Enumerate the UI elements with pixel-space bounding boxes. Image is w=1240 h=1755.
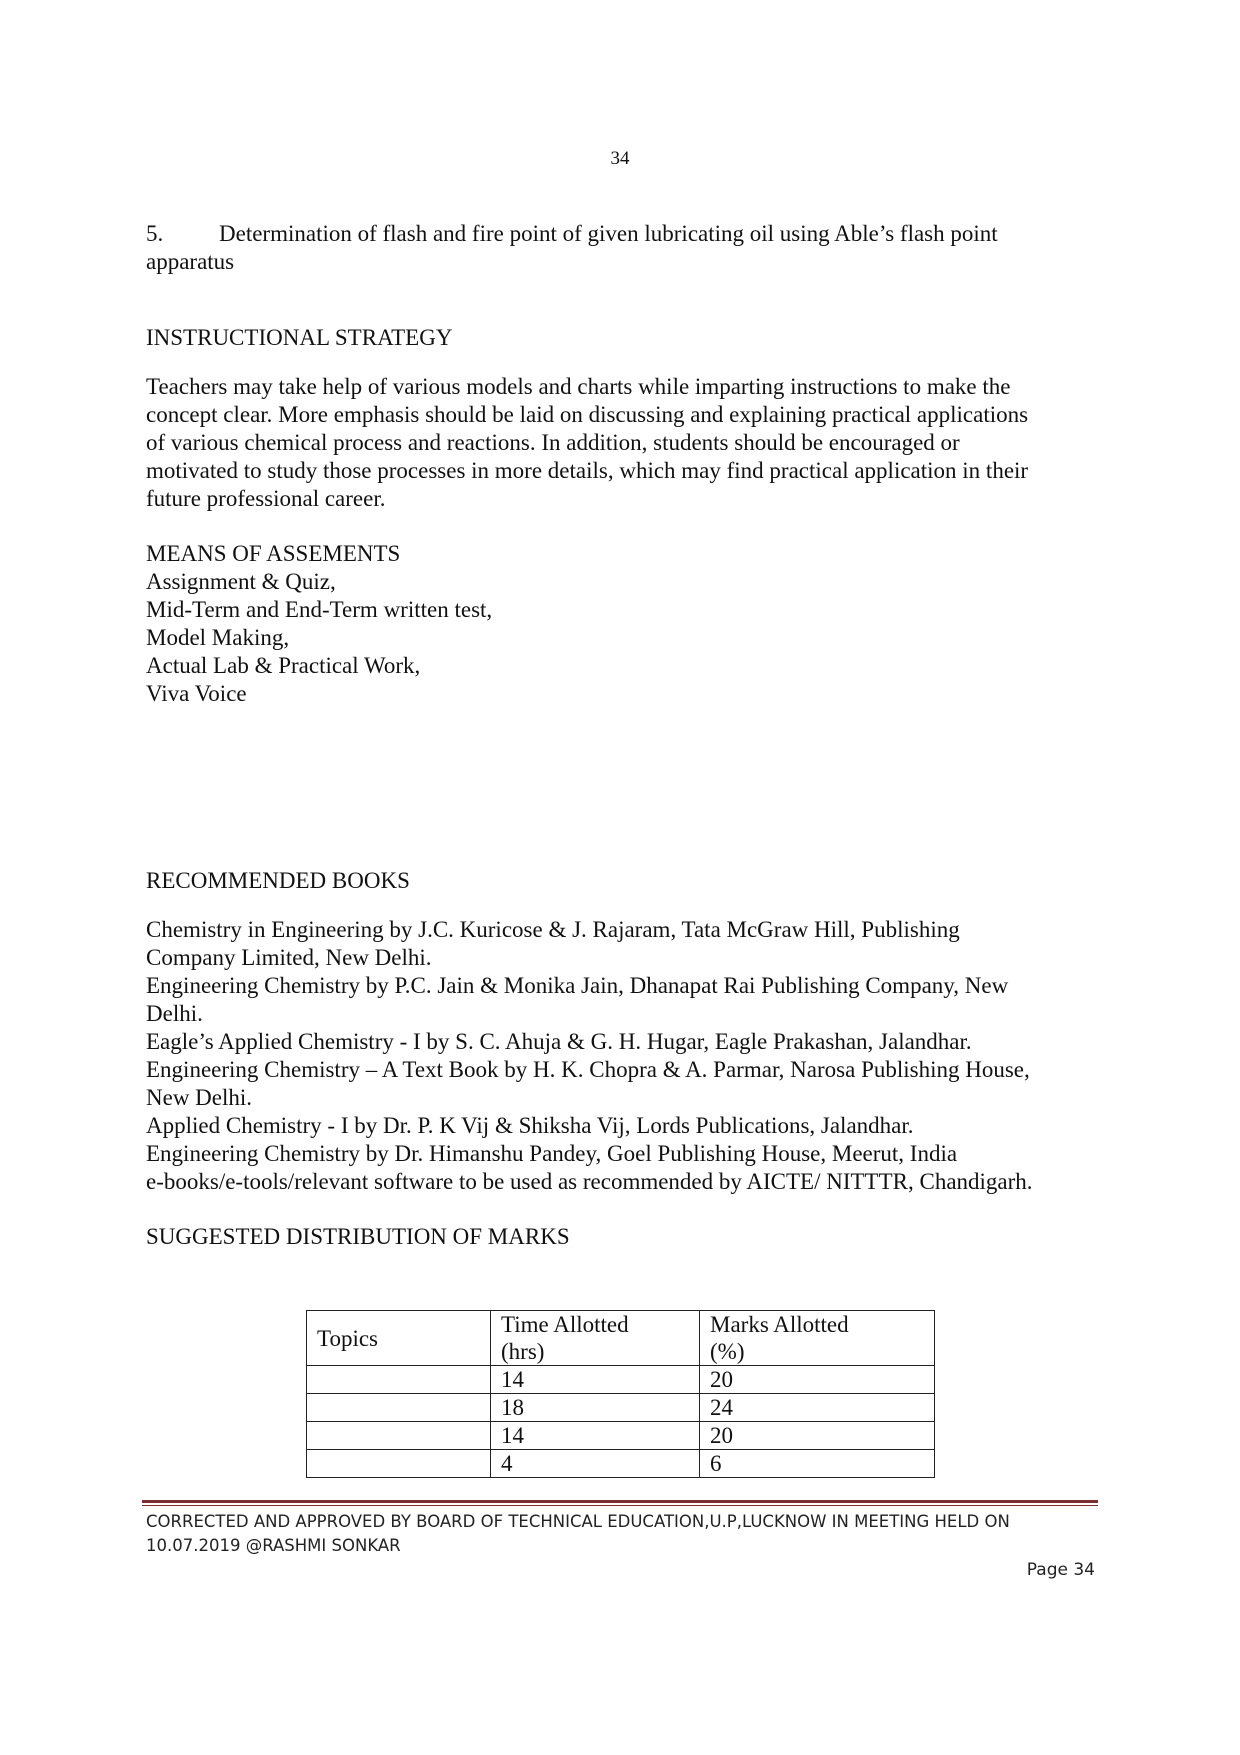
marks-cell: 20 (700, 1422, 935, 1450)
page-number-top: 34 (610, 148, 630, 169)
topic-cell (307, 1450, 491, 1478)
instructional-strategy-heading: INSTRUCTIONAL STRATEGY (146, 325, 453, 350)
books-list (146, 916, 1106, 1196)
header-marks-allotted (700, 1311, 935, 1366)
book-line: Delhi. (146, 1001, 203, 1026)
strategy-line: of various chemical process and reactions. In addition, students should be encouraged or (146, 430, 960, 455)
strategy-line: future professional career. (146, 486, 386, 511)
header-marks-line1: Marks Allotted (710, 1312, 849, 1337)
time-cell: 14 (491, 1366, 700, 1394)
assessment-item: Mid-Term and End-Term written test, (146, 597, 493, 622)
experiment-item (146, 220, 1106, 276)
marks-cell: 24 (700, 1394, 935, 1422)
assessment-item: Viva Voice (146, 681, 247, 706)
footer-page-label: Page 34 (1026, 1560, 1095, 1580)
book-line: Applied Chemistry - I by Dr. P. K Vij & Shiksha Vij, Lords Publications, Jalandhar. (146, 1113, 914, 1138)
marks-distribution-table (306, 1310, 935, 1478)
marks-cell: 6 (700, 1450, 935, 1478)
book-line: Engineering Chemistry – A Text Book by H. K. Chopra & A. Parmar, Narosa Publishing House, (146, 1057, 1030, 1082)
header-topics: Topics (307, 1311, 491, 1366)
instructional-strategy-paragraph (146, 373, 1106, 513)
footer-line-1: CORRECTED AND APPROVED BY BOARD OF TECHNICAL EDUCATION,U.P,LUCKNOW IN MEETING HELD ON (146, 1512, 1010, 1531)
footer-rule-thick (142, 1500, 1098, 1503)
book-line: Engineering Chemistry by Dr. Himanshu Pandey, Goel Publishing House, Meerut, India (146, 1141, 958, 1166)
book-line: Chemistry in Engineering by J.C. Kuricose & J. Rajaram, Tata McGraw Hill, Publishing (146, 917, 960, 942)
assessment-item: Model Making, (146, 625, 290, 650)
header-time-line1: Time Allotted (501, 1312, 629, 1337)
header-time-allotted (491, 1311, 700, 1366)
book-line: Eagle’s Applied Chemistry - I by S. C. Ahuja & G. H. Hugar, Eagle Prakashan, Jalandhar. (146, 1029, 972, 1054)
header-time-line2: (hrs) (501, 1339, 545, 1364)
footer-line-2: 10.07.2019 @RASHMI SONKAR (146, 1536, 401, 1555)
experiment-line-2: apparatus (146, 249, 235, 274)
footer-rule-thin (142, 1505, 1098, 1506)
marks-heading: SUGGESTED DISTRIBUTION OF MARKS (146, 1224, 570, 1249)
table-header-row (307, 1311, 935, 1366)
assessment-item: Actual Lab & Practical Work, (146, 653, 421, 678)
marks-cell: 20 (700, 1366, 935, 1394)
assessments-list (146, 568, 1106, 708)
experiment-number: 5. (146, 221, 164, 246)
page-content (146, 220, 1106, 1251)
experiment-line-1 (146, 220, 1106, 248)
experiment-text: Determination of flash and fire point of given lubricating oil using Able’s flash point (219, 221, 998, 246)
time-cell: 4 (491, 1450, 700, 1478)
strategy-line: motivated to study those processes in more details, which may find practical application in their (146, 458, 1029, 483)
table-row (307, 1394, 935, 1422)
strategy-line: Teachers may take help of various models and charts while imparting instructions to make the (146, 374, 1011, 399)
book-line: Engineering Chemistry by P.C. Jain & Monika Jain, Dhanapat Rai Publishing Company, New (146, 973, 1009, 998)
strategy-line: concept clear. More emphasis should be laid on discussing and explaining practical applications (146, 402, 1029, 427)
footer-approval-note (146, 1510, 1106, 1558)
header-marks-line2: (%) (710, 1339, 745, 1364)
topic-cell (307, 1366, 491, 1394)
assessment-item: Assignment & Quiz, (146, 569, 336, 594)
books-heading: RECOMMENDED BOOKS (146, 868, 410, 893)
topic-cell (307, 1394, 491, 1422)
time-cell: 14 (491, 1422, 700, 1450)
book-line: Company Limited, New Delhi. (146, 945, 432, 970)
book-line: e-books/e-tools/relevant software to be used as recommended by AICTE/ NITTTR, Chandigarh. (146, 1169, 1033, 1194)
assessments-heading: MEANS OF ASSEMENTS (146, 541, 401, 566)
book-line: New Delhi. (146, 1085, 253, 1110)
table-row (307, 1366, 935, 1394)
time-cell: 18 (491, 1394, 700, 1422)
table-row (307, 1450, 935, 1478)
topic-cell (307, 1422, 491, 1450)
table-row (307, 1422, 935, 1450)
